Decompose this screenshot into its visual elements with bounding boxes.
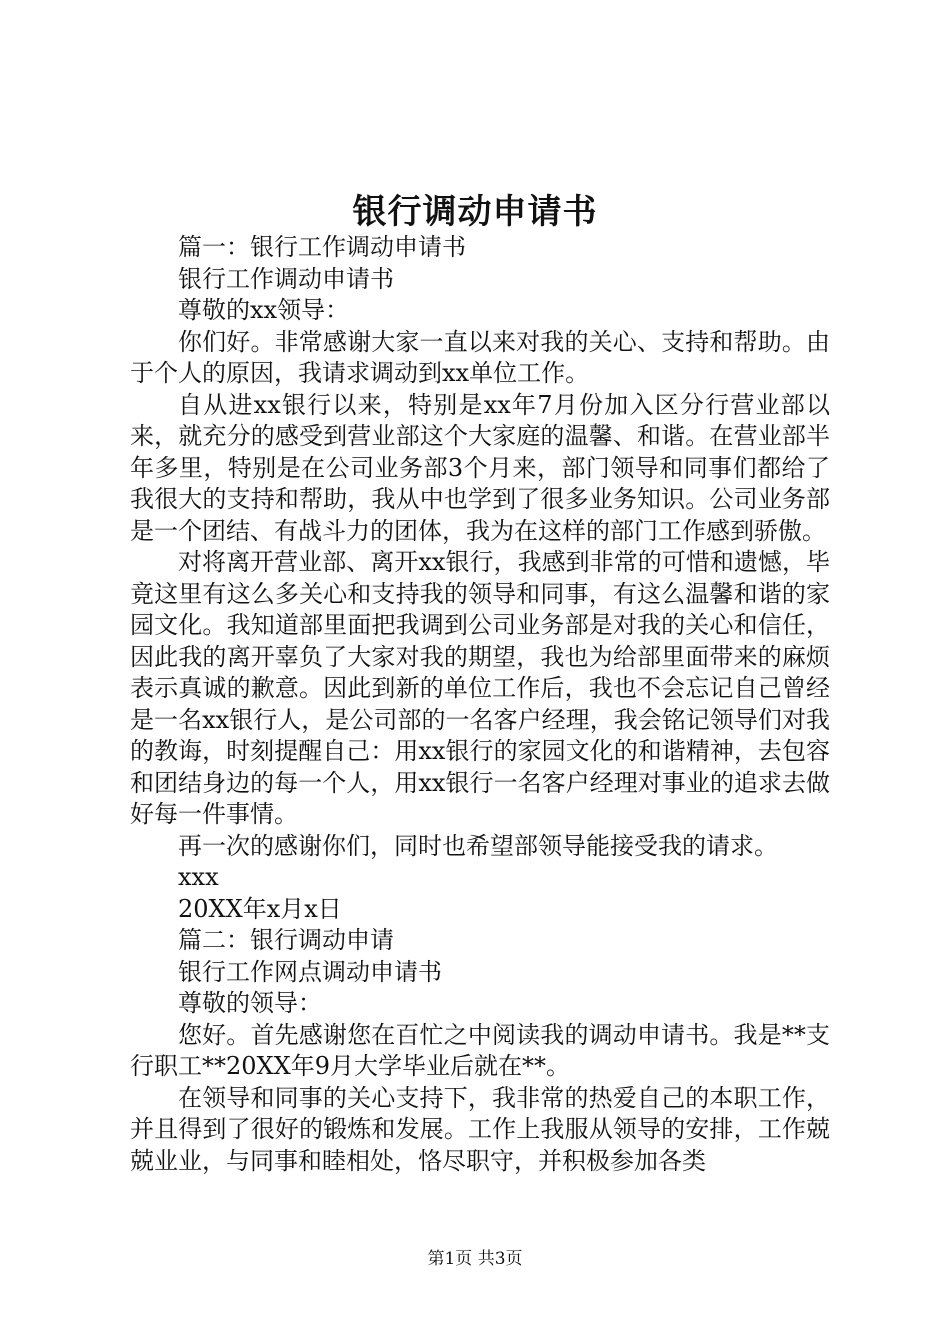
document-title: 银行调动申请书 bbox=[352, 192, 598, 232]
page-footer: 第1页 共3页 bbox=[427, 1249, 523, 1269]
paragraph: 你们好。非常感谢大家一直以来对我的关心、支持和帮助。由于个人的原因，我请求调动到xx单位工作。 bbox=[130, 327, 830, 387]
paragraph: 在领导和同事的关心支持下，我非常的热爱自己的本职工作，并且得到了很好的锻炼和发展。工作上我服从领导的安排，工作兢兢业业，与同事和睦相处，恪尽职守，并积极参加各类 bbox=[130, 1083, 830, 1175]
signature: xxx bbox=[178, 863, 219, 891]
letter-title: 银行工作网点调动申请书 bbox=[178, 957, 442, 986]
salutation: 尊敬的领导： bbox=[178, 989, 322, 1017]
document-body bbox=[130, 232, 830, 1177]
section-heading: 篇二：银行调动申请 bbox=[178, 926, 394, 954]
paragraph: 自从进xx银行以来，特别是xx年7月份加入区分行营业部以来，就充分的感受到营业部这个大家庭的温馨、和谐。在营业部半年多里，特别是在公司业务部3个月来，部门领导和同事们都给了我很大的支持和帮助，我从中也学到了很多业务知识。公司业务部是一个团结、有战斗力的团体，我为在这样的部门工作感到骄傲。 bbox=[130, 390, 830, 545]
paragraph: 您好。首先感谢您在百忙之中阅读我的调动申请书。我是**支行职工**20XX年9月大学毕业后就在**。 bbox=[130, 1020, 830, 1080]
date: 20XX年x月x日 bbox=[178, 894, 342, 923]
paragraph: 对将离开营业部、离开xx银行，我感到非常的可惜和遗憾，毕竟这里有这么多关心和支持我的领导和同事，有这么温馨和谐的家园文化。我知道部里面把我调到公司业务部是对我的关心和信任，因此我的离开辜负了大家对我的期望，我也为给部里面带来的麻烦表示真诚的歉意。因此到新的单位工作后，我也不会忘记自己曾经是一名xx银行人，是公司部的一名客户经理，我会铭记领导们对我的教诲，时刻提醒自己：用xx银行的家园文化的和谐精神，去包容和团结身边的每一个人，用xx银行一名客户经理对事业的追求去做好每一件事情。 bbox=[130, 548, 830, 828]
section-heading: 篇一：银行工作调动申请书 bbox=[178, 233, 466, 261]
letter-title: 银行工作调动申请书 bbox=[178, 264, 394, 293]
paragraph: 再一次的感谢你们，同时也希望部领导能接受我的请求。 bbox=[178, 831, 778, 860]
salutation: 尊敬的xx领导： bbox=[178, 296, 350, 324]
